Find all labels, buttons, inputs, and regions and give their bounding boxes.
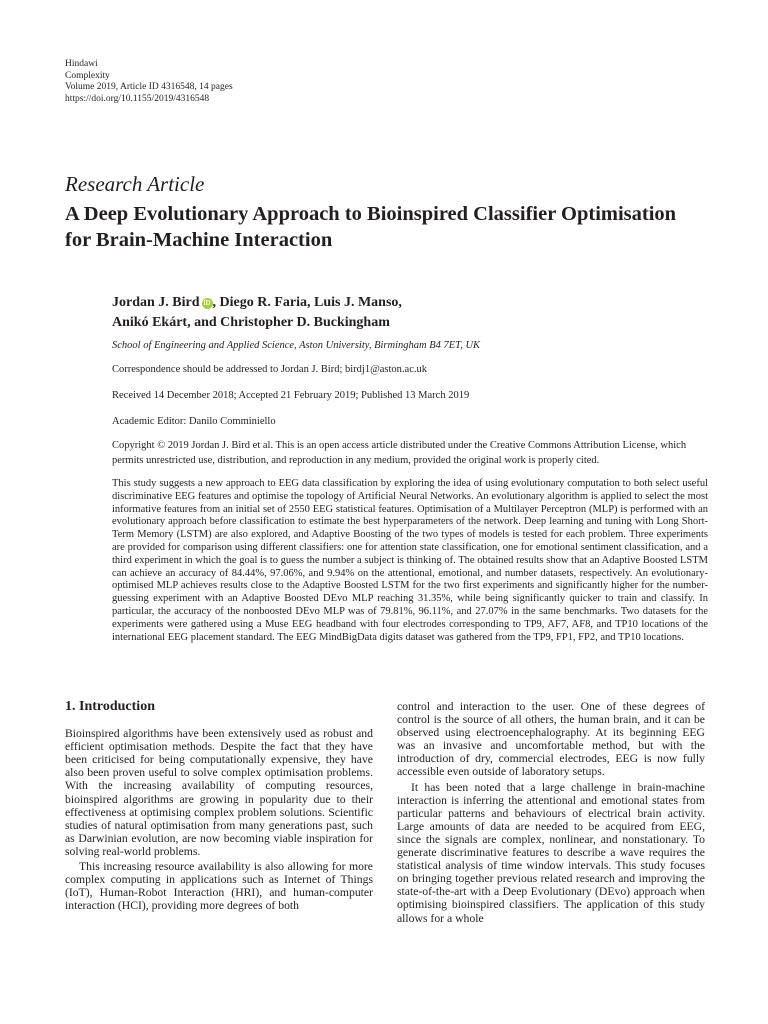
article-title: A Deep Evolutionary Approach to Bioinspired Classifier Optimisation for Brain-Machine Interaction [65,203,677,251]
publisher-name: Hindawi [65,59,98,69]
correspondence: Correspondence should be addressed to Jordan J. Bird; birdj1@aston.ac.uk [112,364,427,375]
copyright-notice: Copyright © 2019 Jordan J. Bird et al. This is an open access article distributed under the Creative Commons Attribution License, which permits unrestricted use, distribution, and reproduction in any medium, provided the original work is properly cited. [112,440,687,466]
journal-name: Complexity [65,70,110,81]
paragraph: It has been noted that a large challenge in brain-machine interaction is inferring the attentional and emotional states from particular patterns and behaviours of electrical brain activity. Large amounts of data are needed to be acquired from EEG, since the signals are complex, nonlinear, and nonstationary. To generate discriminative features to describe a wave requires the statistical analysis of time window intervals. This study focuses on bringing together previous related research and improving the state-of-the-art with a Deep Evolutionary (DEvo) approach when optimising bioinspired classifiers. The application of this study allows for a whole [397,780,705,925]
abstract: This study suggests a new approach to EEG data classification by exploring the idea of using evolutionary computation to both select useful discriminative EEG features and optimise the topology of Artificial Neural Networks. An evolutionary algorithm is applied to select the most informative features from an initial set of 2550 EEG statistical features. Optimisation of a Multilayer Perceptron (MLP) is performed with an evolutionary approach before classification to estimate the best hyperparameters of the network. Deep learning and tuning with Long Short-Term Memory (LSTM) are also explored, and Adaptive Boosting of the two types of models is tested for each problem. Three experiments are provided for comparison using different classifiers: one for attention state classification, one for emotional sentiment classification, and a third experiment in which the goal is to guess the number a subject is thinking of. The obtained results show that an Adaptive Boosted LSTM can achieve an accuracy of 84.44%, 97.06%, and 9.94% on the attentional, emotional, and number datasets, respectively. An evolutionary-optimised MLP achieves results close to the Adaptive Boosted LSTM for the two first experiments and significantly higher for the number-guessing experiment with an Adaptive Boosted DEvo MLP reaching 31.35%, while being significantly quicker to train and classify. In particular, the accuracy of the nonboosted DEvo MLP was of 79.81%, 96.11%, and 27.07% in the same benchmarks. Two datasets for the experiments were gathered using a Muse EEG headband with four electrodes corresponding to TP9, AF7, AF8, and TP10 locations of the international EEG placement standard. The EEG MindBigData digits dataset was gathered from the TP9, FP1, FP2, and TP10 locations. [112,478,708,643]
volume-info: Volume 2019, Article ID 4316548, 14 pages [65,82,233,92]
doi-link[interactable]: https://doi.org/10.1155/2019/4316548 [65,93,210,104]
paragraph: This increasing resource availability is also allowing for more complex computing in applications such as Internet of Things (IoT), Human-Robot Interaction (HRI), and human-computer interaction (HCI), providing more degrees of both [65,860,373,913]
orcid-icon[interactable]: iD [203,299,211,307]
paragraph: control and interaction to the user. One of these degrees of control is the source of all others, the human brain, and it can be observed using electroencephalography. At its beginning EEG was an invasive and uncomfortable method, but with the introduction of dry, commercial electrodes, EEG is now fully accessible even outside of laboratory setups. [397,700,705,779]
affiliation: School of Engineering and Applied Science, Aston University, Birmingham B4 7ET, UK [112,340,481,351]
paragraph: Bioinspired algorithms have been extensively used as robust and efficient optimisation methods. Despite the fact that they have been criticised for being computationally expensive, they have also been proven useful to solve complex optimisation problems. With the increasing availability of computing resources, bioinspired algorithms are growing in popularity due to their effectiveness at optimising complex problem solutions. Scientific studies of natural optimisation from many generations past, such as Darwinian evolution, are now becoming viable inspiration for solving real-world problems. [65,727,373,858]
right-column [397,700,705,925]
author-line-2: Anikó Ekárt, and Christopher D. Buckingham [112,314,390,330]
academic-editor: Academic Editor: Danilo Comminiello [112,416,276,427]
article-type: Research Article [65,172,205,196]
left-column [65,700,373,912]
section-heading: 1. Introduction [65,699,155,714]
author-list [112,293,402,332]
author-line-1 [112,293,402,313]
journal-header [65,59,233,105]
first-author[interactable]: Jordan J. Bird [112,295,200,310]
co-authors-line-1: , Diego R. Faria, Luis J. Manso, [212,295,402,310]
publication-dates: Received 14 December 2018; Accepted 21 February 2019; Published 13 March 2019 [112,390,470,401]
